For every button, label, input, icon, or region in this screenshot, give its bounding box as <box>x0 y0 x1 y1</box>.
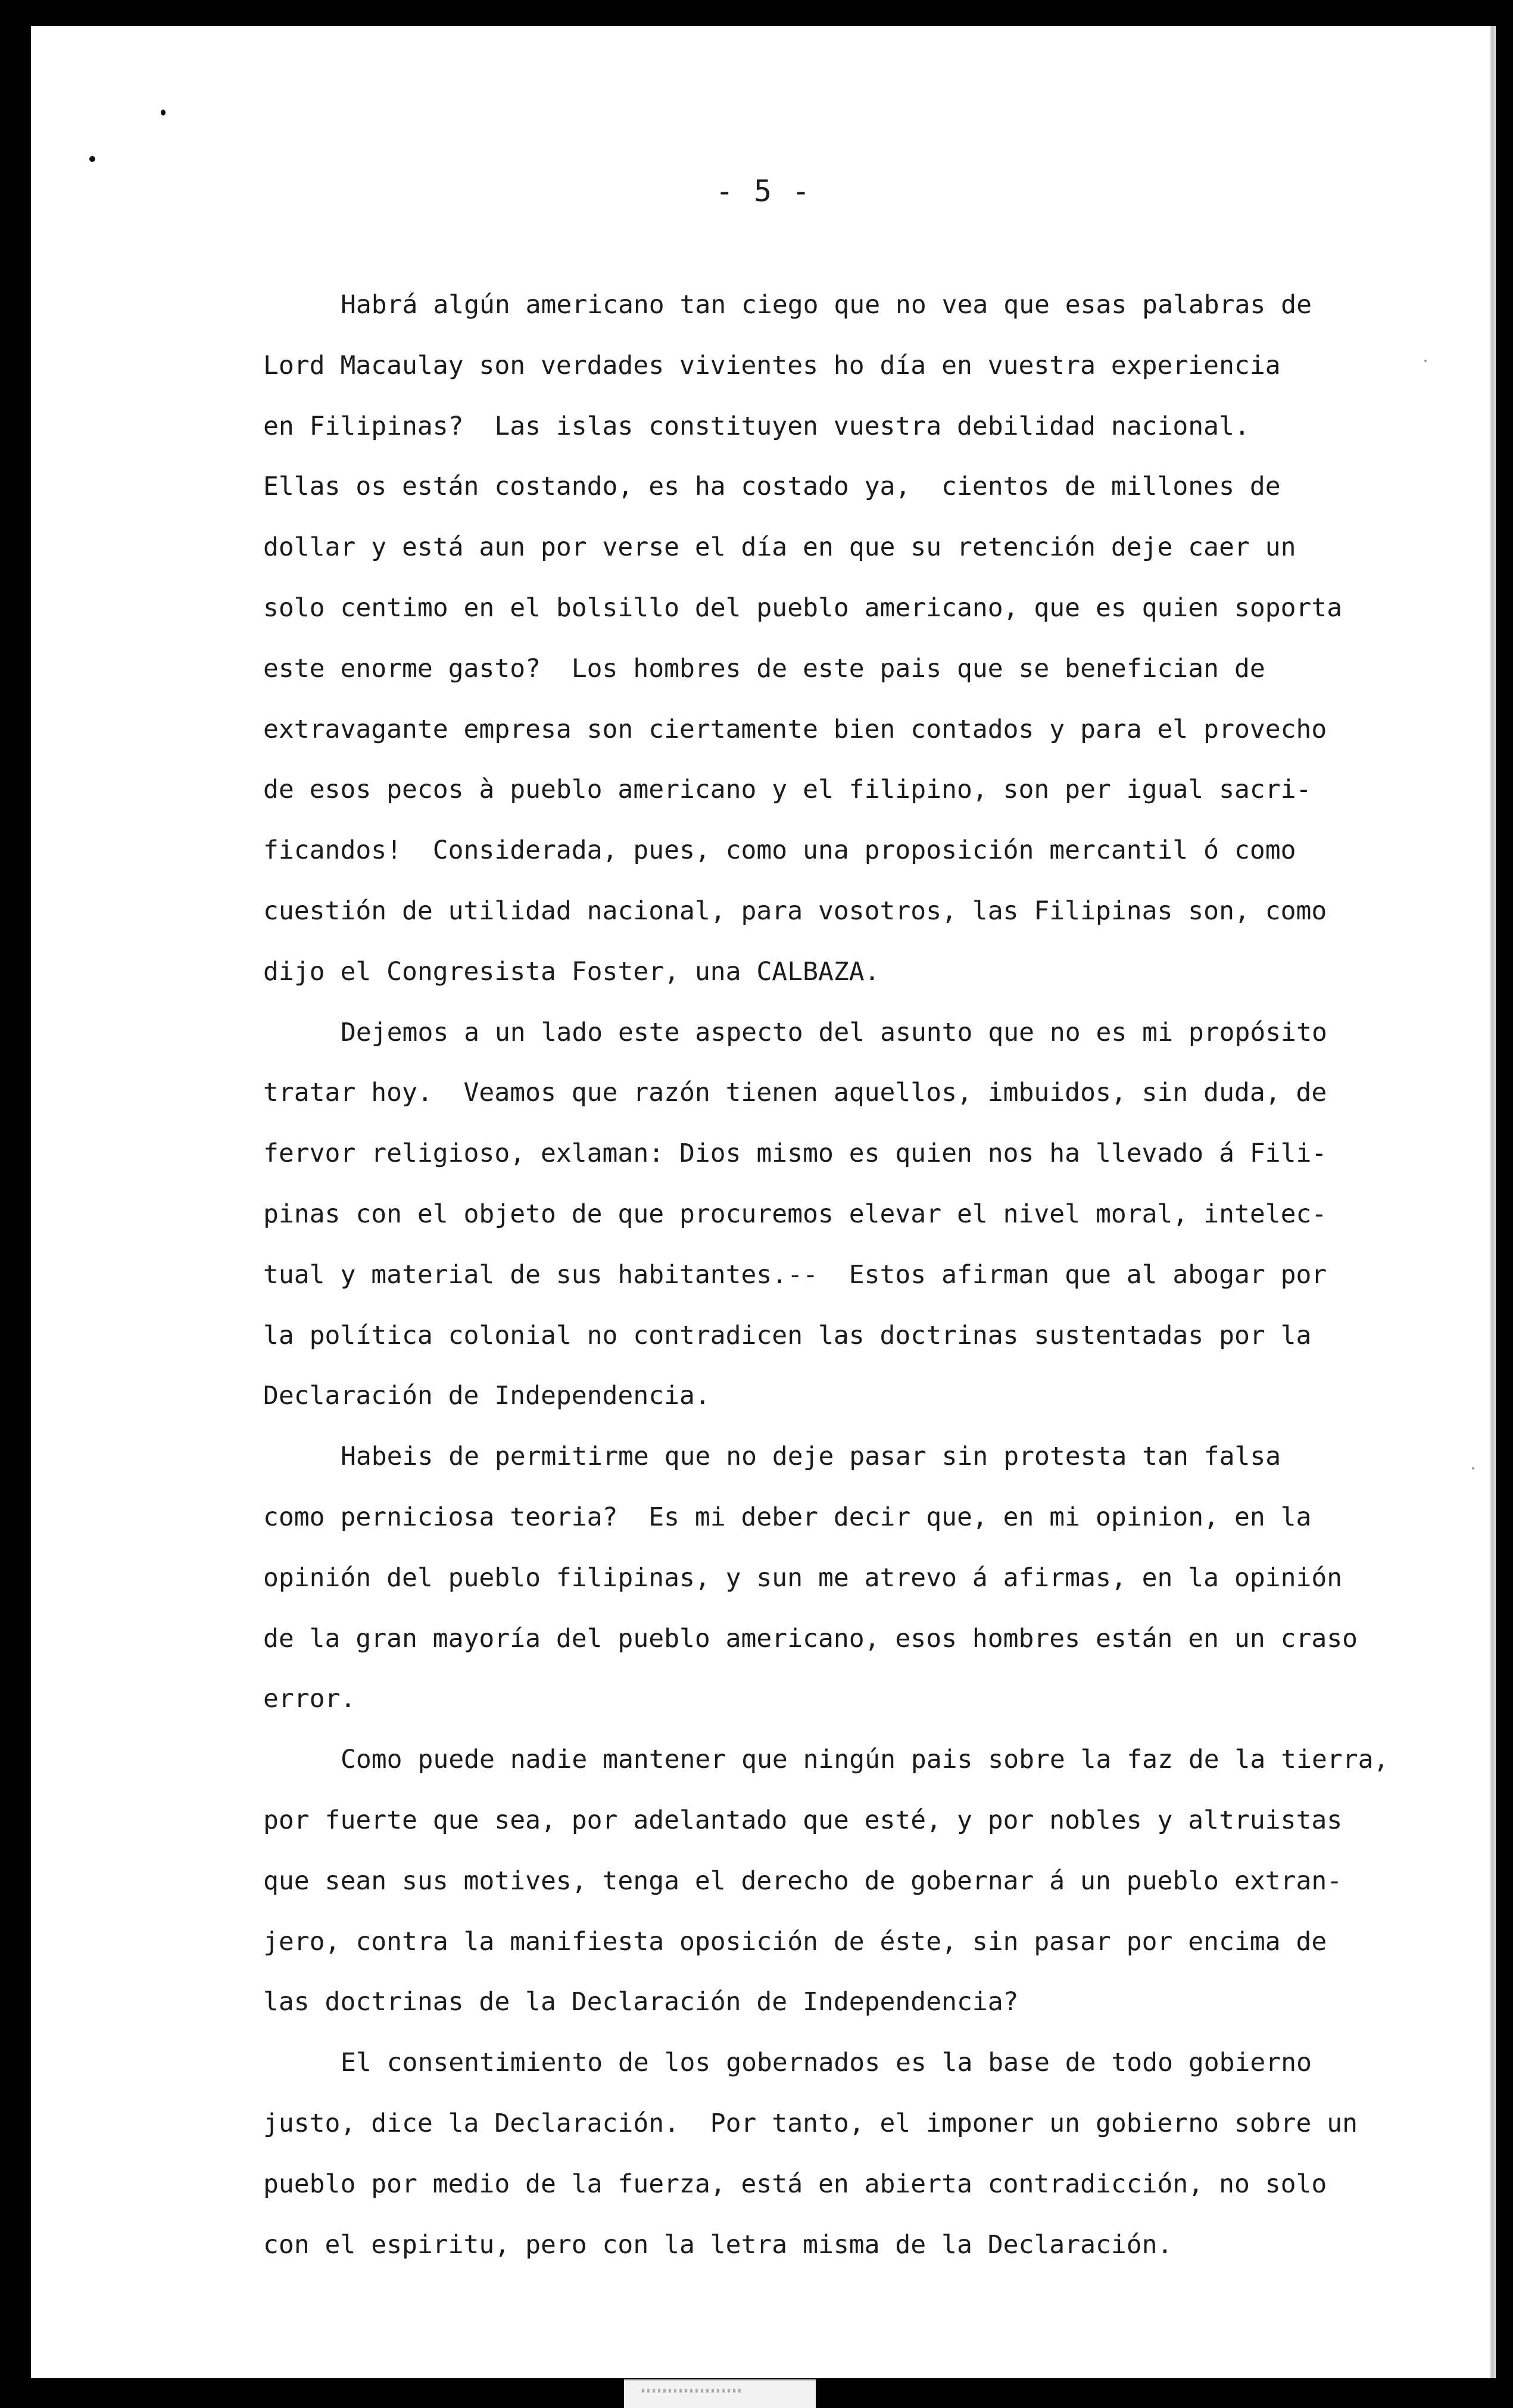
text-line: la política colonial no contradicen las doctrinas sustentadas por la <box>263 1320 1312 1350</box>
text-line: Dejemos a un lado este aspecto del asunto que no es mi propósito <box>341 1017 1327 1047</box>
text-line: Ellas os están costando, es ha costado ya, cientos de millones de <box>263 472 1281 502</box>
text-line: solo centimo en el bolsillo del pueblo americano, que es quien soporta <box>263 592 1343 623</box>
text-line: pueblo por medio de la fuerza, está en abierta contradicción, no solo <box>263 2169 1327 2199</box>
text-line: cuestión de utilidad nacional, para vosotros, las Filipinas son, como <box>263 896 1327 926</box>
text-line: en Filipinas? Las islas constituyen vuestra debilidad nacional. <box>263 411 1250 441</box>
text-line: jero, contra la manifiesta oposición de éste, sin pasar por encima de <box>263 1926 1327 1957</box>
text-line: como perniciosa teoria? Es mi deber decir que, en mi opinion, en la <box>263 1502 1312 1532</box>
paragraph-5 <box>263 2033 1424 2275</box>
text-line: de esos pecos à pueblo americano y el filipino, son per igual sacri- <box>263 775 1312 805</box>
ink-speck <box>1424 360 1427 362</box>
paragraph-2 <box>263 1003 1424 1427</box>
text-line: dollar y está aun por verse el día en que su retención deje caer un <box>263 532 1296 563</box>
text-line: pinas con el objeto de que procuremos elevar el nivel moral, intelec- <box>263 1199 1327 1229</box>
body-text <box>263 275 1424 2275</box>
text-line: de la gran mayoría del pueblo americano, esos hombres están en un craso <box>263 1623 1358 1654</box>
scanner-tab-pattern <box>642 2389 743 2393</box>
text-line: las doctrinas de la Declaración de Independencia? <box>263 1987 1019 2017</box>
paper-sheet <box>31 26 1496 2378</box>
text-line: tratar hoy. Veamos que razón tienen aquellos, imbuidos, sin duda, de <box>263 1078 1327 1108</box>
paragraph-3 <box>263 1427 1424 1730</box>
text-line: error. <box>263 1684 356 1714</box>
page-edge <box>1490 26 1496 2378</box>
text-line: justo, dice la Declaración. Por tanto, el imponer un gobierno sobre un <box>263 2108 1358 2138</box>
text-line: opinión del pueblo filipinas, y sun me atrevo á afirmas, en la opinión <box>263 1562 1343 1593</box>
text-line: ficandos! Considerada, pues, como una proposición mercantil ó como <box>263 835 1296 866</box>
text-line: con el espiritu, pero con la letra misma de la Declaración. <box>263 2229 1173 2260</box>
text-line: Como puede nadie mantener que ningún pais sobre la faz de la tierra, <box>341 1745 1389 1775</box>
ink-speck <box>89 156 95 162</box>
text-line: por fuerte que sea, por adelantado que esté, y por nobles y altruistas <box>263 1805 1343 1835</box>
page-number: - 5 - <box>715 174 812 208</box>
text-line: este enorme gasto? Los hombres de este pais que se benefician de <box>263 653 1265 684</box>
text-line: dijo el Congresista Foster, una CALBAZA. <box>263 956 880 987</box>
ink-speck <box>161 110 166 116</box>
text-line: fervor religioso, exlaman: Dios mismo es quien nos ha llevado á Fili- <box>263 1139 1327 1169</box>
paragraph-4 <box>263 1730 1424 2033</box>
text-line: Declaración de Independencia. <box>263 1381 710 1411</box>
scanner-tab <box>624 2379 816 2408</box>
text-line: El consentimiento de los gobernados es la base de todo gobierno <box>341 2048 1312 2078</box>
text-line: que sean sus motives, tenga el derecho de gobernar á un pueblo extran- <box>263 1866 1343 1896</box>
text-line: Habeis de permitirme que no deje pasar sin protesta tan falsa <box>341 1442 1281 1472</box>
text-line: Habrá algún americano tan ciego que no vea que esas palabras de <box>341 290 1312 320</box>
ink-speck <box>1472 1467 1474 1470</box>
text-line: Lord Macaulay son verdades vivientes ho día en vuestra experiencia <box>263 350 1281 380</box>
text-line: extravagante empresa son ciertamente bien contados y para el provecho <box>263 714 1327 744</box>
paragraph-1 <box>263 275 1424 1003</box>
text-line: tual y material de sus habitantes.-- Estos afirman que al abogar por <box>263 1259 1327 1290</box>
